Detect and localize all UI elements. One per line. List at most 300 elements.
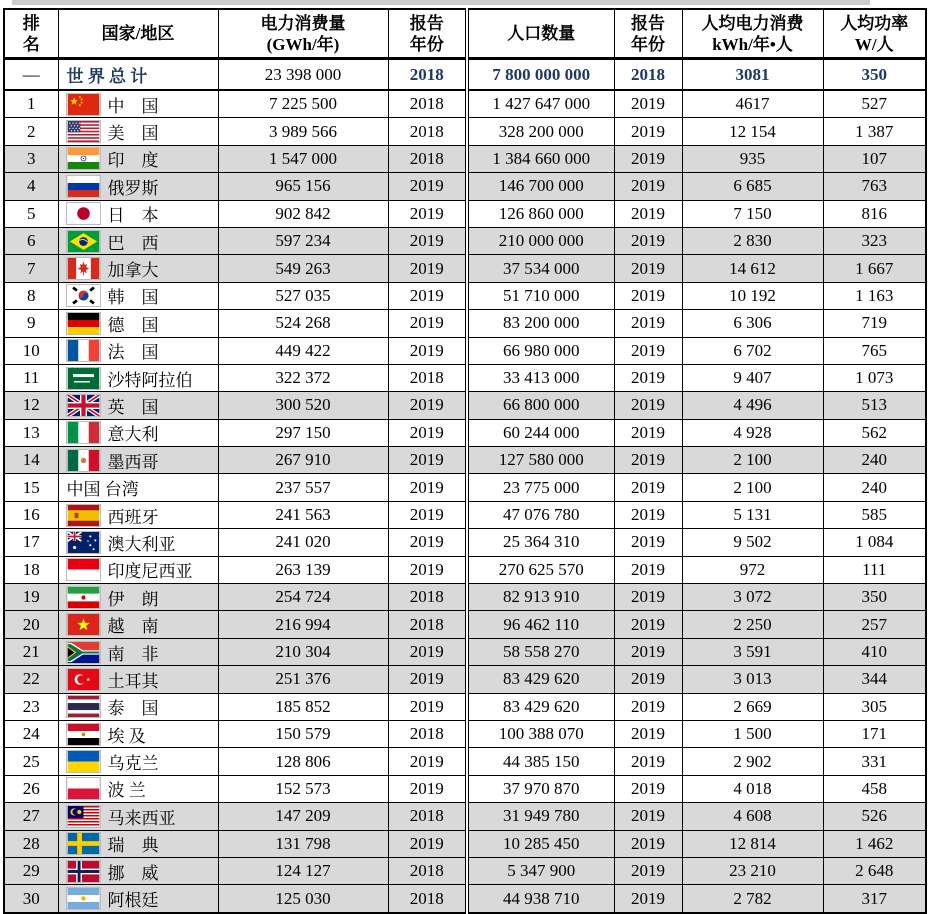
country-name: 意大利 xyxy=(107,425,159,445)
consumption-cell: 131 798 xyxy=(218,830,388,857)
header-population: 人口数量 xyxy=(467,9,614,59)
rank-cell: 21 xyxy=(4,638,58,665)
report-year-2-cell: 2019 xyxy=(614,447,682,474)
report-year-1-cell: 2018 xyxy=(388,59,467,91)
country-cell xyxy=(58,447,218,474)
country-name: 西班牙 xyxy=(107,507,159,527)
report-year-1-cell: 2018 xyxy=(388,885,467,913)
indonesia-flag-icon xyxy=(67,559,100,580)
rank-cell: 18 xyxy=(4,556,58,583)
population-cell: 44 385 150 xyxy=(467,748,614,775)
consumption-cell: 152 573 xyxy=(218,775,388,802)
report-year-1-cell: 2019 xyxy=(388,638,467,665)
population-cell: 83 429 620 xyxy=(467,693,614,720)
consumption-cell: 128 806 xyxy=(218,748,388,775)
country-cell xyxy=(58,310,218,337)
per-capita-power-cell: 350 xyxy=(823,584,926,611)
population-cell: 82 913 910 xyxy=(467,584,614,611)
report-year-1-cell: 2018 xyxy=(388,803,467,830)
malaysia-flag-icon xyxy=(67,806,100,827)
per-capita-power-cell: 305 xyxy=(823,693,926,720)
population-cell: 37 534 000 xyxy=(467,255,614,282)
egypt-flag-icon xyxy=(67,724,100,745)
per-capita-power-cell: 585 xyxy=(823,501,926,528)
per-capita-power-cell: 240 xyxy=(823,447,926,474)
report-year-1-cell: 2019 xyxy=(388,748,467,775)
population-cell: 51 710 000 xyxy=(467,282,614,309)
mexico-flag-icon xyxy=(67,450,100,471)
consumption-cell: 322 372 xyxy=(218,364,388,391)
per-capita-consumption-cell: 6 306 xyxy=(682,310,823,337)
country-name: 挪 威 xyxy=(107,863,159,883)
country-name: 中 国 xyxy=(107,96,159,116)
table-row xyxy=(4,447,926,474)
country-cell xyxy=(58,90,218,118)
population-cell: 328 200 000 xyxy=(467,118,614,145)
per-capita-power-cell: 1 084 xyxy=(823,529,926,556)
report-year-1-cell: 2019 xyxy=(388,255,467,282)
country-cell xyxy=(58,666,218,693)
consumption-cell: 263 139 xyxy=(218,556,388,583)
population-cell: 1 384 660 000 xyxy=(467,145,614,172)
consumption-cell: 210 304 xyxy=(218,638,388,665)
per-capita-consumption-cell: 2 782 xyxy=(682,885,823,913)
china-flag-icon xyxy=(67,94,100,115)
report-year-1-cell: 2019 xyxy=(388,666,467,693)
country-cell xyxy=(58,227,218,254)
country-cell xyxy=(58,529,218,556)
report-year-1-cell: 2019 xyxy=(388,775,467,802)
rank-cell: 8 xyxy=(4,282,58,309)
consumption-cell: 549 263 xyxy=(218,255,388,282)
population-cell: 66 980 000 xyxy=(467,337,614,364)
population-cell: 100 388 070 xyxy=(467,720,614,747)
report-year-2-cell: 2019 xyxy=(614,501,682,528)
report-year-2-cell: 2019 xyxy=(614,255,682,282)
report-year-2-cell: 2019 xyxy=(614,775,682,802)
report-year-2-cell: 2019 xyxy=(614,830,682,857)
report-year-1-cell: 2019 xyxy=(388,310,467,337)
report-year-1-cell: 2018 xyxy=(388,145,467,172)
country-name: 加拿大 xyxy=(107,261,159,281)
per-capita-consumption-cell: 2 250 xyxy=(682,611,823,638)
header-per-capita-consumption: 人均电力消费 kWh/年•人 xyxy=(682,9,823,59)
table-row xyxy=(4,145,926,172)
table-row xyxy=(4,556,926,583)
country-name: 法 国 xyxy=(107,343,159,363)
report-year-2-cell: 2019 xyxy=(614,118,682,145)
per-capita-consumption-cell: 12 154 xyxy=(682,118,823,145)
world-total-row xyxy=(4,59,926,91)
per-capita-consumption-cell: 9 407 xyxy=(682,364,823,391)
table-row xyxy=(4,310,926,337)
per-capita-power-cell: 1 387 xyxy=(823,118,926,145)
report-year-2-cell: 2019 xyxy=(614,529,682,556)
table-row xyxy=(4,364,926,391)
report-year-2-cell: 2019 xyxy=(614,145,682,172)
per-capita-power-cell: 1 073 xyxy=(823,364,926,391)
rank-cell: 14 xyxy=(4,447,58,474)
per-capita-power-cell: 562 xyxy=(823,419,926,446)
report-year-1-cell: 2019 xyxy=(388,227,467,254)
per-capita-consumption-cell: 14 612 xyxy=(682,255,823,282)
consumption-cell: 297 150 xyxy=(218,419,388,446)
report-year-1-cell: 2019 xyxy=(388,282,467,309)
country-cell xyxy=(58,857,218,884)
country-name: 英 国 xyxy=(107,397,159,417)
country-cell xyxy=(58,173,218,200)
per-capita-consumption-cell: 6 702 xyxy=(682,337,823,364)
consumption-cell: 150 579 xyxy=(218,720,388,747)
header-report-year-1: 报告 年份 xyxy=(388,9,467,59)
report-year-2-cell: 2019 xyxy=(614,364,682,391)
rank-cell: 19 xyxy=(4,584,58,611)
population-cell: 210 000 000 xyxy=(467,227,614,254)
per-capita-consumption-cell: 2 830 xyxy=(682,227,823,254)
report-year-1-cell: 2018 xyxy=(388,720,467,747)
report-year-2-cell: 2019 xyxy=(614,556,682,583)
report-year-1-cell: 2019 xyxy=(388,556,467,583)
per-capita-consumption-cell: 4 018 xyxy=(682,775,823,802)
per-capita-consumption-cell: 3 591 xyxy=(682,638,823,665)
per-capita-power-cell: 719 xyxy=(823,310,926,337)
rank-cell: 30 xyxy=(4,885,58,913)
population-cell: 83 429 620 xyxy=(467,666,614,693)
rank-cell: 5 xyxy=(4,200,58,227)
consumption-cell: 216 994 xyxy=(218,611,388,638)
country-cell xyxy=(58,474,218,501)
south-korea-flag-icon xyxy=(67,285,100,306)
rank-cell: 15 xyxy=(4,474,58,501)
population-cell: 33 413 000 xyxy=(467,364,614,391)
table-body xyxy=(4,59,926,913)
country-name: 沙特阿拉伯 xyxy=(107,370,193,390)
country-cell xyxy=(58,693,218,720)
per-capita-power-cell: 527 xyxy=(823,90,926,118)
consumption-cell: 185 852 xyxy=(218,693,388,720)
population-cell: 31 949 780 xyxy=(467,803,614,830)
rank-cell: 13 xyxy=(4,419,58,446)
population-cell: 5 347 900 xyxy=(467,857,614,884)
rank-cell: 27 xyxy=(4,803,58,830)
table-row xyxy=(4,666,926,693)
table-row xyxy=(4,474,926,501)
header-report-year-2: 报告 年份 xyxy=(614,9,682,59)
per-capita-power-cell: 1 163 xyxy=(823,282,926,309)
report-year-1-cell: 2019 xyxy=(388,474,467,501)
country-name: 阿根廷 xyxy=(107,891,159,911)
population-cell: 23 775 000 xyxy=(467,474,614,501)
russia-flag-icon xyxy=(67,176,100,197)
report-year-2-cell: 2019 xyxy=(614,337,682,364)
report-year-1-cell: 2019 xyxy=(388,693,467,720)
report-year-1-cell: 2019 xyxy=(388,447,467,474)
report-year-1-cell: 2019 xyxy=(388,173,467,200)
rank-cell: 28 xyxy=(4,830,58,857)
per-capita-consumption-cell: 12 814 xyxy=(682,830,823,857)
country-name: 南 非 xyxy=(107,644,159,664)
population-cell: 270 625 570 xyxy=(467,556,614,583)
table-row xyxy=(4,392,926,419)
report-year-2-cell: 2019 xyxy=(614,666,682,693)
thailand-flag-icon xyxy=(67,696,100,717)
report-year-2-cell: 2019 xyxy=(614,474,682,501)
header-country: 国家/地区 xyxy=(58,9,218,59)
report-year-2-cell: 2019 xyxy=(614,803,682,830)
canada-flag-icon xyxy=(67,258,100,279)
report-year-1-cell: 2018 xyxy=(388,611,467,638)
report-year-1-cell: 2018 xyxy=(388,584,467,611)
per-capita-power-cell: 763 xyxy=(823,173,926,200)
per-capita-power-cell: 317 xyxy=(823,885,926,913)
report-year-2-cell: 2018 xyxy=(614,59,682,91)
population-cell: 10 285 450 xyxy=(467,830,614,857)
report-year-1-cell: 2019 xyxy=(388,830,467,857)
population-cell: 47 076 780 xyxy=(467,501,614,528)
per-capita-power-cell: 331 xyxy=(823,748,926,775)
report-year-2-cell: 2019 xyxy=(614,720,682,747)
per-capita-consumption-cell: 2 100 xyxy=(682,447,823,474)
country-cell xyxy=(58,830,218,857)
report-year-1-cell: 2019 xyxy=(388,392,467,419)
report-year-1-cell: 2019 xyxy=(388,200,467,227)
rank-cell: 25 xyxy=(4,748,58,775)
rank-cell: 29 xyxy=(4,857,58,884)
table-row xyxy=(4,748,926,775)
report-year-2-cell: 2019 xyxy=(614,419,682,446)
per-capita-consumption-cell: 7 150 xyxy=(682,200,823,227)
per-capita-power-cell: 1 462 xyxy=(823,830,926,857)
table-row xyxy=(4,200,926,227)
per-capita-consumption-cell: 4 928 xyxy=(682,419,823,446)
table-row xyxy=(4,857,926,884)
country-cell xyxy=(58,118,218,145)
rank-cell: 2 xyxy=(4,118,58,145)
table-header xyxy=(4,9,926,59)
table-row xyxy=(4,90,926,118)
country-cell xyxy=(58,255,218,282)
per-capita-power-cell: 107 xyxy=(823,145,926,172)
per-capita-consumption-cell: 2 669 xyxy=(682,693,823,720)
country-name: 土耳其 xyxy=(107,671,159,691)
rank-cell: 3 xyxy=(4,145,58,172)
country-cell xyxy=(58,501,218,528)
italy-flag-icon xyxy=(67,422,100,443)
rank-cell: 22 xyxy=(4,666,58,693)
rank-cell: 20 xyxy=(4,611,58,638)
per-capita-consumption-cell: 3 072 xyxy=(682,584,823,611)
consumption-cell: 1 547 000 xyxy=(218,145,388,172)
country-cell xyxy=(58,392,218,419)
country-cell xyxy=(58,419,218,446)
country-cell xyxy=(58,337,218,364)
per-capita-consumption-cell: 5 131 xyxy=(682,501,823,528)
country-cell xyxy=(58,282,218,309)
population-cell: 58 558 270 xyxy=(467,638,614,665)
per-capita-consumption-cell: 10 192 xyxy=(682,282,823,309)
per-capita-power-cell: 111 xyxy=(823,556,926,583)
table-row xyxy=(4,584,926,611)
germany-flag-icon xyxy=(67,313,100,334)
country-name: 巴 西 xyxy=(107,233,159,253)
argentina-flag-icon xyxy=(67,888,100,909)
consumption-cell: 147 209 xyxy=(218,803,388,830)
table-row xyxy=(4,830,926,857)
consumption-cell: 300 520 xyxy=(218,392,388,419)
rank-cell: — xyxy=(4,59,58,91)
population-cell: 7 800 000 000 xyxy=(467,59,614,91)
norway-flag-icon xyxy=(67,861,100,882)
population-cell: 127 580 000 xyxy=(467,447,614,474)
table-row xyxy=(4,337,926,364)
rank-cell: 9 xyxy=(4,310,58,337)
turkey-flag-icon xyxy=(67,669,100,690)
table-row xyxy=(4,693,926,720)
consumption-cell: 124 127 xyxy=(218,857,388,884)
consumption-cell: 237 557 xyxy=(218,474,388,501)
france-flag-icon xyxy=(67,340,100,361)
report-year-2-cell: 2019 xyxy=(614,584,682,611)
country-cell xyxy=(58,584,218,611)
report-year-1-cell: 2019 xyxy=(388,529,467,556)
page-top-divider xyxy=(12,0,870,5)
country-cell xyxy=(58,885,218,913)
country-name: 越 南 xyxy=(107,617,159,637)
header-consumption: 电力消费量 (GWh/年) xyxy=(218,9,388,59)
per-capita-consumption-cell: 4617 xyxy=(682,90,823,118)
report-year-1-cell: 2019 xyxy=(388,501,467,528)
japan-flag-icon xyxy=(67,203,100,224)
consumption-cell: 597 234 xyxy=(218,227,388,254)
table-row xyxy=(4,501,926,528)
population-cell: 66 800 000 xyxy=(467,392,614,419)
table-row xyxy=(4,720,926,747)
consumption-cell: 449 422 xyxy=(218,337,388,364)
country-cell xyxy=(58,611,218,638)
country-cell xyxy=(58,364,218,391)
country-name: 伊 朗 xyxy=(107,589,159,609)
table-row xyxy=(4,282,926,309)
country-cell xyxy=(58,145,218,172)
report-year-2-cell: 2019 xyxy=(614,857,682,884)
rank-cell: 7 xyxy=(4,255,58,282)
per-capita-consumption-cell: 2 902 xyxy=(682,748,823,775)
population-cell: 44 938 710 xyxy=(467,885,614,913)
rank-cell: 16 xyxy=(4,501,58,528)
country-cell xyxy=(58,720,218,747)
table-row xyxy=(4,419,926,446)
table-row xyxy=(4,611,926,638)
country-name: 墨西哥 xyxy=(107,452,159,472)
country-name: 印度尼西亚 xyxy=(107,562,193,582)
electricity-consumption-table xyxy=(3,8,927,914)
report-year-2-cell: 2019 xyxy=(614,173,682,200)
rank-cell: 1 xyxy=(4,90,58,118)
report-year-2-cell: 2019 xyxy=(614,200,682,227)
saudi-arabia-flag-icon xyxy=(67,368,100,389)
population-cell: 146 700 000 xyxy=(467,173,614,200)
population-cell: 60 244 000 xyxy=(467,419,614,446)
per-capita-consumption-cell: 3 013 xyxy=(682,666,823,693)
per-capita-power-cell: 410 xyxy=(823,638,926,665)
population-cell: 96 462 110 xyxy=(467,611,614,638)
table-row xyxy=(4,803,926,830)
country-cell xyxy=(58,638,218,665)
country-name: 马来西亚 xyxy=(107,808,176,828)
per-capita-power-cell: 344 xyxy=(823,666,926,693)
table-row xyxy=(4,173,926,200)
table-row xyxy=(4,227,926,254)
rank-cell: 12 xyxy=(4,392,58,419)
country-cell xyxy=(58,748,218,775)
rank-cell: 26 xyxy=(4,775,58,802)
sweden-flag-icon xyxy=(67,833,100,854)
report-year-2-cell: 2019 xyxy=(614,392,682,419)
per-capita-power-cell: 2 648 xyxy=(823,857,926,884)
population-cell: 37 970 870 xyxy=(467,775,614,802)
rank-cell: 17 xyxy=(4,529,58,556)
vietnam-flag-icon xyxy=(67,614,100,635)
consumption-cell: 527 035 xyxy=(218,282,388,309)
rank-cell: 10 xyxy=(4,337,58,364)
per-capita-power-cell: 257 xyxy=(823,611,926,638)
report-year-2-cell: 2019 xyxy=(614,90,682,118)
table-row xyxy=(4,775,926,802)
iran-flag-icon xyxy=(67,587,100,608)
brazil-flag-icon xyxy=(67,231,100,252)
header-per-capita-power: 人均功率 W/人 xyxy=(823,9,926,59)
ukraine-flag-icon xyxy=(67,751,100,772)
table-row xyxy=(4,885,926,913)
per-capita-consumption-cell: 4 608 xyxy=(682,803,823,830)
population-cell: 126 860 000 xyxy=(467,200,614,227)
per-capita-power-cell: 816 xyxy=(823,200,926,227)
population-cell: 83 200 000 xyxy=(467,310,614,337)
report-year-1-cell: 2019 xyxy=(388,337,467,364)
spain-flag-icon xyxy=(67,505,100,526)
report-year-2-cell: 2019 xyxy=(614,693,682,720)
per-capita-consumption-cell: 2 100 xyxy=(682,474,823,501)
country-name: 印 度 xyxy=(107,151,159,171)
report-year-2-cell: 2019 xyxy=(614,310,682,337)
report-year-1-cell: 2018 xyxy=(388,857,467,884)
country-name: 波 兰 xyxy=(107,781,146,801)
country-cell: 世 界 总 计 xyxy=(58,59,218,91)
country-cell xyxy=(58,775,218,802)
country-name: 中国 台湾 xyxy=(66,480,139,500)
rank-cell: 23 xyxy=(4,693,58,720)
country-name: 泰 国 xyxy=(107,699,159,719)
country-name: 日 本 xyxy=(107,206,159,226)
report-year-2-cell: 2019 xyxy=(614,227,682,254)
per-capita-power-cell: 323 xyxy=(823,227,926,254)
rank-cell: 4 xyxy=(4,173,58,200)
per-capita-consumption-cell: 9 502 xyxy=(682,529,823,556)
per-capita-consumption-cell: 4 496 xyxy=(682,392,823,419)
consumption-cell: 267 910 xyxy=(218,447,388,474)
country-name: 韩 国 xyxy=(107,288,159,308)
consumption-cell: 241 020 xyxy=(218,529,388,556)
country-name: 埃 及 xyxy=(107,726,146,746)
consumption-cell: 241 563 xyxy=(218,501,388,528)
per-capita-power-cell: 350 xyxy=(823,59,926,91)
country-name: 瑞 典 xyxy=(107,836,159,856)
report-year-2-cell: 2019 xyxy=(614,611,682,638)
consumption-cell: 254 724 xyxy=(218,584,388,611)
usa-flag-icon xyxy=(67,121,100,142)
poland-flag-icon xyxy=(67,778,100,799)
country-name: 美 国 xyxy=(107,124,159,144)
